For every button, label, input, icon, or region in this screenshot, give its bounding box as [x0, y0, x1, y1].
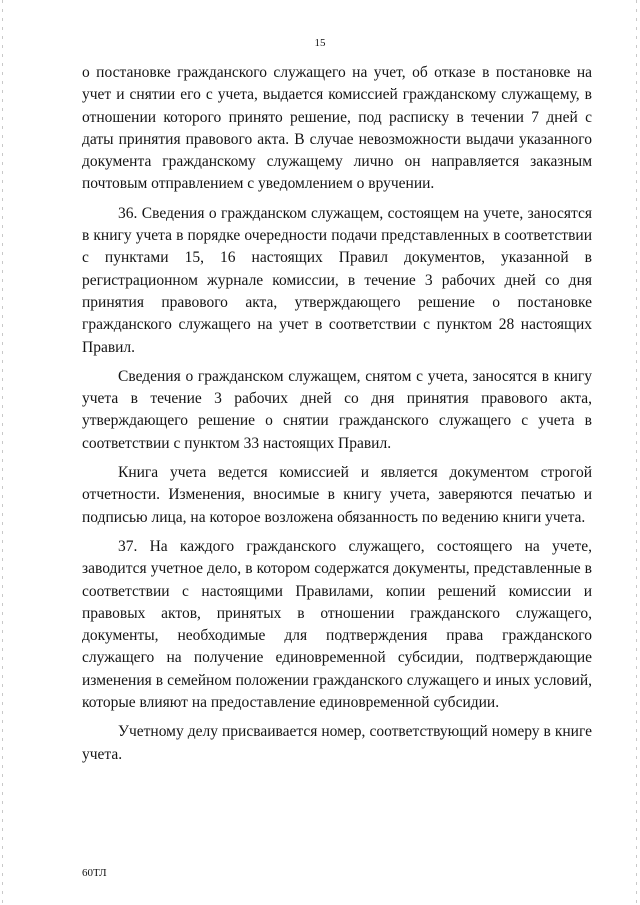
footer-code: 60ТЛ	[82, 867, 107, 879]
page-number: 15	[314, 37, 326, 49]
paragraph-register-book: Книга учета ведется комиссией и является документом строгой отчетности. Изменения, вносимые в книгу учета, заверяются печатью и подписью лица, на которое возложена обязанность по ведению книги учета.	[82, 464, 592, 526]
scan-edge-right	[636, 0, 637, 905]
paragraph-file-number: Учетному делу присваивается номер, соответствующий номеру в книге учета.	[82, 723, 592, 763]
paragraph-item-37: 37. На каждого гражданского служащего, состоящего на учете, заводится учетное дело, в котором содержатся документы, представленные в соответствии с настоящими Правилами, копии решений комиссии и правовых актов, принятых в отношении гражданского служащего, документы, необходимые для подтверждения права гражданского служащего на получение единовременной субсидии, подтверждающие изменения в семейном положении гражданского служащего и иных условий, которые влияют на предоставление единовременной субсидии.	[82, 537, 592, 712]
document-body	[82, 62, 592, 773]
paragraph-item-36: 36. Сведения о гражданском служащем, состоящем на учете, заносятся в книгу учета в порядке очередности подачи представленных в соответствии с пунктами 15, 16 настоящих Правил документов, указанной в регистрационном журнале комиссии, в течение 3 рабочих дней со дня принятия правового акта, утверждающего решение о постановке гражданского служащего на учет в соответствии с пунктом 28 настоящих Правил.	[82, 204, 592, 356]
scan-edge-left	[2, 0, 3, 905]
paragraph-removal-records: Сведения о гражданском служащем, снятом с учета, заносятся в книгу учета в течение 3 рабочих дней со дня принятия правового акта, утверждающего решение о снятии гражданского служащего с учета в соответствии с пунктом 33 настоящих Правил.	[82, 367, 592, 452]
paragraph-continuation: о постановке гражданского служащего на учет, об отказе в постановке на учет и снятии его с учета, выдается комиссией гражданскому служащему, в отношении которого принято решение, под расписку в течении 7 дней с даты принятия правового акта. В случае невозможности выдачи указанного документа гражданскому служащему лично он направляется заказным почтовым отправлением с уведомлением о вручении.	[82, 64, 592, 193]
